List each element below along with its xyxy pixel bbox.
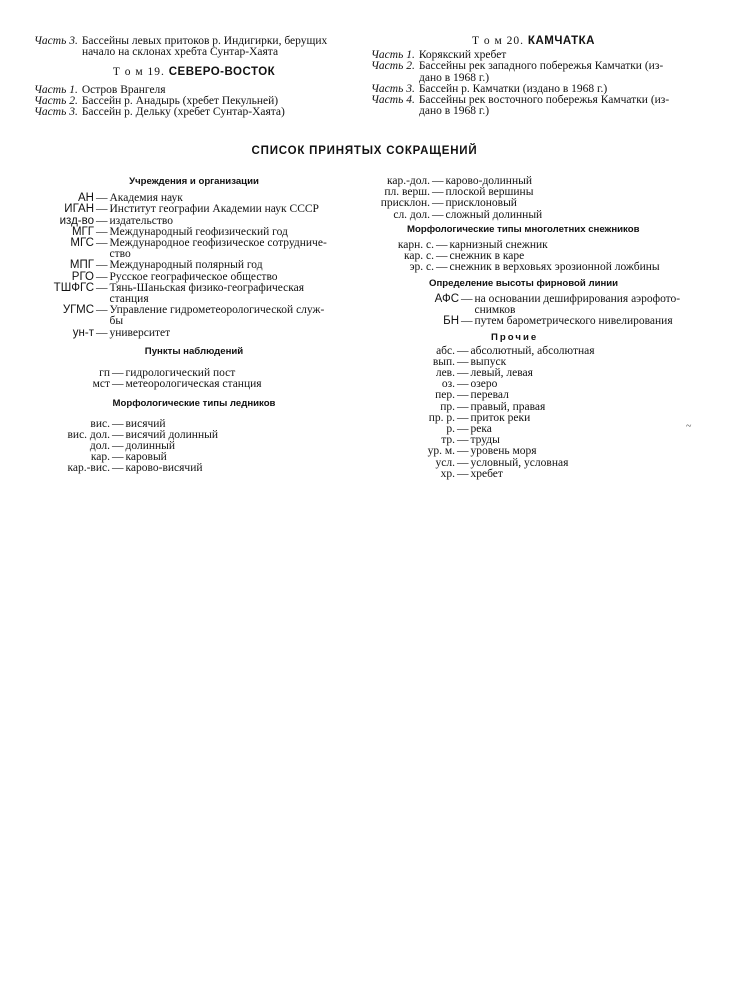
- part-label: Часть 3.: [371, 82, 415, 95]
- abbreviation: мст: [92, 378, 110, 391]
- abbreviation: кар.: [90, 451, 110, 464]
- abbreviation: карн. с.: [397, 239, 434, 252]
- definition-line: снежник в верховьях эрозионной ложбины: [449, 261, 660, 274]
- abbreviation: МПГ: [69, 259, 94, 272]
- definition-line: долинный: [125, 440, 176, 453]
- dash-separator: —: [96, 192, 108, 205]
- section-heading-institutions: Учреждения и организации: [129, 176, 259, 187]
- definition-line: Институт географии Академии наук СССР: [109, 203, 319, 216]
- abbreviation-row: [371, 210, 696, 221]
- dash-separator: —: [112, 378, 124, 391]
- volume-prefix: Т о м 20.: [471, 35, 525, 47]
- abbreviation-row: [371, 402, 696, 413]
- dash-separator: —: [112, 428, 124, 441]
- abbreviation: оз.: [441, 378, 455, 391]
- abbreviation-definition: [471, 469, 697, 480]
- definition-line: Международный полярный год: [109, 259, 263, 272]
- abbreviation-definition: [110, 283, 355, 305]
- abbreviation-definition: [471, 458, 697, 469]
- definition-line-continued: бы: [109, 315, 124, 328]
- abbreviation: ур. м.: [427, 445, 455, 458]
- definition-line-continued: ство: [109, 248, 131, 261]
- abbreviation-row: [371, 368, 696, 379]
- abbreviation-row: [371, 262, 696, 273]
- header-left: [34, 36, 354, 118]
- abbreviation: ИГАН: [64, 203, 94, 216]
- abbreviation-row: [371, 379, 696, 390]
- part-text: Бассейн р. Дельку (хребет Сунтар-Хаята): [81, 106, 285, 119]
- definition-line: озеро: [470, 378, 498, 391]
- abbreviation: р.: [446, 423, 455, 436]
- abbreviation: РГО: [71, 270, 94, 283]
- abbreviation: вис.: [90, 417, 110, 430]
- abbreviation: изд-во: [59, 214, 94, 227]
- abbreviation: дол.: [89, 440, 110, 453]
- abbreviation-row: [34, 204, 354, 215]
- abbreviation-definition: [110, 328, 355, 339]
- abbreviation: кар.-вис.: [67, 462, 110, 475]
- definition-line-continued: снимков: [474, 304, 516, 317]
- abbreviation: кар. с.: [404, 250, 434, 263]
- abbreviation-row: [34, 441, 354, 452]
- dash-separator: —: [461, 292, 473, 305]
- definition-line: река: [470, 423, 492, 436]
- abbreviation-definition: [475, 294, 697, 316]
- definition-line: хребет: [470, 467, 503, 480]
- dash-separator: —: [112, 367, 124, 380]
- dash-separator: —: [457, 423, 469, 436]
- definition-line: перевал: [470, 389, 509, 402]
- definition-line: условный, условная: [470, 456, 569, 469]
- definition-line: уровень моря: [470, 445, 537, 458]
- part-text-cont: начало на склонах хребта Сунтар-Хаята: [82, 46, 279, 59]
- abbreviation: хр.: [440, 467, 455, 480]
- dash-separator: —: [457, 434, 469, 447]
- dash-separator: —: [432, 208, 444, 221]
- part-text: Бассейн р. Анадырь (хребет Пекульней): [81, 94, 279, 107]
- abbreviation: пл. верш.: [384, 186, 430, 199]
- definition-line: карово-висячий: [125, 462, 203, 475]
- dash-separator: —: [436, 250, 448, 263]
- abbreviation: УГМС: [62, 304, 94, 317]
- definition-line: Русское географическое общество: [109, 270, 278, 283]
- definition-line: университет: [109, 326, 171, 339]
- definition-line: абсолютный, абсолютная: [470, 344, 595, 357]
- abbreviation: тр.: [441, 434, 455, 447]
- definition-line: Академия наук: [109, 192, 183, 205]
- abbreviation-row: [371, 357, 696, 368]
- abbreviation-definition: [471, 413, 697, 424]
- glacier-types-list-continued: [371, 176, 696, 221]
- definition-line: на основании дешифрирования аэрофото-: [474, 292, 681, 305]
- abbreviation-row: [34, 283, 354, 305]
- dash-separator: —: [96, 214, 108, 227]
- dash-separator: —: [457, 378, 469, 391]
- abbreviation-row: [371, 413, 696, 424]
- abbreviation: присклон.: [380, 197, 430, 210]
- definition-line: каровый: [125, 451, 167, 464]
- abbreviation-definition: [475, 316, 697, 327]
- abbreviation: АФС: [434, 292, 459, 305]
- abbreviation-definition: [126, 463, 355, 474]
- part-text-cont: дано в 1968 г.): [419, 71, 490, 84]
- part-label: Часть 4.: [371, 94, 415, 107]
- dash-separator: —: [112, 417, 124, 430]
- volume-prefix: Т о м 19.: [112, 66, 165, 79]
- part-entry: [34, 107, 354, 118]
- abbreviation: вис. дол.: [67, 428, 110, 441]
- abbreviation-definition: [471, 368, 697, 379]
- abbreviation-row: [371, 424, 696, 435]
- dash-separator: —: [96, 237, 108, 250]
- definition-line: труды: [470, 434, 500, 447]
- abbreviation: ТШФГС: [53, 281, 94, 294]
- abbreviation-definition: [450, 262, 697, 273]
- definition-line: снежник в каре: [449, 250, 525, 263]
- institutions-list: [34, 193, 354, 339]
- abbreviation-definition: [471, 424, 697, 435]
- dash-separator: —: [96, 225, 108, 238]
- abbreviation: кар.-дол.: [386, 175, 430, 187]
- abbreviation-definition: [446, 210, 697, 221]
- dash-separator: —: [96, 304, 108, 317]
- definition-line: карнизный снежник: [449, 239, 548, 252]
- stray-mark: ~: [686, 421, 692, 432]
- section-heading-stations: Пункты наблюдений: [144, 345, 244, 357]
- part-entry: [371, 61, 696, 83]
- firn-line-list: [371, 294, 696, 328]
- volume-name: КАМЧАТКА: [527, 35, 595, 47]
- dash-separator: —: [457, 411, 469, 424]
- dash-separator: —: [461, 315, 473, 328]
- definition-line: выпуск: [470, 355, 507, 368]
- dash-separator: —: [457, 400, 469, 413]
- abbreviation-row: [34, 328, 354, 339]
- page-title: СПИСОК ПРИНЯТЫХ СОКРАЩЕНИЙ: [251, 145, 478, 157]
- definition-line: правый, правая: [470, 400, 546, 413]
- part-text: Бассейны рек западного побережья Камчатки (из-: [418, 60, 664, 73]
- dash-separator: —: [96, 203, 108, 216]
- abbreviation-row: [34, 305, 354, 327]
- part-text: Бассейны рек восточного побережья Камчатки (из-: [418, 94, 670, 107]
- stations-list: [34, 368, 354, 390]
- part-text: Остров Врангеля: [81, 83, 166, 96]
- abbreviation-definition: [126, 379, 355, 390]
- abbreviation: гп: [99, 367, 110, 380]
- definition-line: висячий долинный: [125, 428, 218, 441]
- dash-separator: —: [432, 186, 444, 199]
- section-heading-glacier-types: Морфологические типы ледников: [112, 398, 276, 410]
- definition-line: путем барометрического нивелирования: [474, 315, 673, 328]
- definition-line: сложный долинный: [445, 208, 543, 221]
- definition-line: карово-долинный: [445, 175, 532, 187]
- abbreviation: эр. с.: [409, 261, 434, 274]
- abbreviation: БН: [443, 315, 459, 328]
- definition-line: приток реки: [470, 411, 531, 424]
- volume-20-title: [371, 36, 696, 47]
- part-text: Бассейн р. Камчатки (издано в 1968 г.): [418, 82, 608, 95]
- definition-line-continued: станция: [109, 293, 149, 306]
- abbreviation-row: [34, 463, 354, 474]
- abbreviation: пр.: [440, 400, 455, 413]
- part-label: Часть 1.: [371, 49, 415, 62]
- dash-separator: —: [457, 456, 469, 469]
- dash-separator: —: [112, 440, 124, 453]
- dash-separator: —: [112, 462, 124, 475]
- dash-separator: —: [432, 175, 444, 187]
- section-heading-snowfields: Морфологические типы многолетних снежников: [407, 223, 640, 235]
- abbreviation: лев.: [435, 367, 455, 380]
- definition-line: присклоновый: [445, 197, 517, 210]
- volume-19-title: [34, 67, 354, 78]
- definition-line: левый, левая: [470, 367, 533, 380]
- abbreviation-row: [371, 294, 696, 316]
- abbreviation-row: [34, 430, 354, 441]
- abbreviation: абс.: [436, 344, 455, 357]
- dash-separator: —: [436, 239, 448, 252]
- dash-separator: —: [457, 389, 469, 402]
- definition-line: Международное геофизическое сотрудниче-: [109, 237, 327, 250]
- dash-separator: —: [112, 451, 124, 464]
- other-list: [371, 346, 696, 480]
- dash-separator: —: [457, 367, 469, 380]
- abbreviation: пр. р.: [428, 411, 455, 424]
- dash-separator: —: [96, 326, 108, 339]
- abbreviation: пер.: [435, 389, 455, 402]
- definition-line: Международный геофизический год: [109, 225, 288, 238]
- abbreviation: ун-т: [72, 326, 94, 339]
- definition-line: Тянь-Шаньская физико-географическая: [109, 281, 305, 294]
- section-heading-firn-line: Определение высоты фирновой линии: [429, 277, 619, 289]
- abbreviation: МГС: [70, 237, 94, 250]
- definition-line: издательство: [109, 214, 173, 227]
- part-text-cont: дано в 1968 г.): [419, 105, 490, 118]
- part-label: Часть 3.: [34, 106, 78, 119]
- definition-line: метеорологическая станция: [125, 378, 262, 391]
- definition-line: гидрологический пост: [125, 367, 236, 380]
- abbreviation: МГГ: [71, 225, 94, 238]
- glacier-types-list: [34, 419, 354, 475]
- part-text: Корякский хребет: [418, 49, 507, 62]
- snowfields-list: [371, 240, 696, 274]
- definition-line: висячий: [125, 417, 166, 430]
- volume-name: СЕВЕРО-ВОСТОК: [168, 66, 276, 79]
- dash-separator: —: [457, 355, 469, 368]
- part-text: Бассейны левых притоков р. Индигирки, берущих: [81, 35, 328, 47]
- abbreviations-right-column: [371, 176, 696, 480]
- dash-separator: —: [457, 344, 469, 357]
- abbreviation: вып.: [432, 355, 455, 368]
- header-right: [371, 36, 696, 117]
- dash-separator: —: [457, 445, 469, 458]
- dash-separator: —: [96, 270, 108, 283]
- abbreviation-row: [371, 316, 696, 327]
- abbreviation-row: [371, 469, 696, 480]
- part-label: Часть 2.: [34, 94, 78, 107]
- abbreviation-row: [34, 238, 354, 260]
- abbreviation-definition: [110, 238, 355, 260]
- definition-line: Управление гидрометеорологической служ-: [109, 304, 325, 317]
- part-label: Часть 1.: [34, 83, 78, 96]
- abbreviation: усл.: [435, 456, 455, 469]
- abbreviation: сл. дол.: [393, 208, 430, 221]
- dash-separator: —: [457, 467, 469, 480]
- abbreviations-left-column: [34, 176, 354, 475]
- dash-separator: —: [96, 259, 108, 272]
- abbreviation-row: [34, 379, 354, 390]
- abbreviation: АН: [78, 192, 94, 205]
- dash-separator: —: [436, 261, 448, 274]
- abbreviation-row: [371, 458, 696, 469]
- section-heading-other: Прочие: [491, 332, 539, 344]
- part-label: Часть 2.: [371, 60, 415, 73]
- definition-line: плоской вершины: [445, 186, 534, 199]
- part-entry: [34, 36, 354, 58]
- part-entry: [371, 95, 696, 117]
- dash-separator: —: [432, 197, 444, 210]
- part-label: Часть 3.: [34, 35, 78, 47]
- abbreviation-definition: [110, 305, 355, 327]
- abbreviation-row: [371, 346, 696, 357]
- dash-separator: —: [96, 281, 108, 294]
